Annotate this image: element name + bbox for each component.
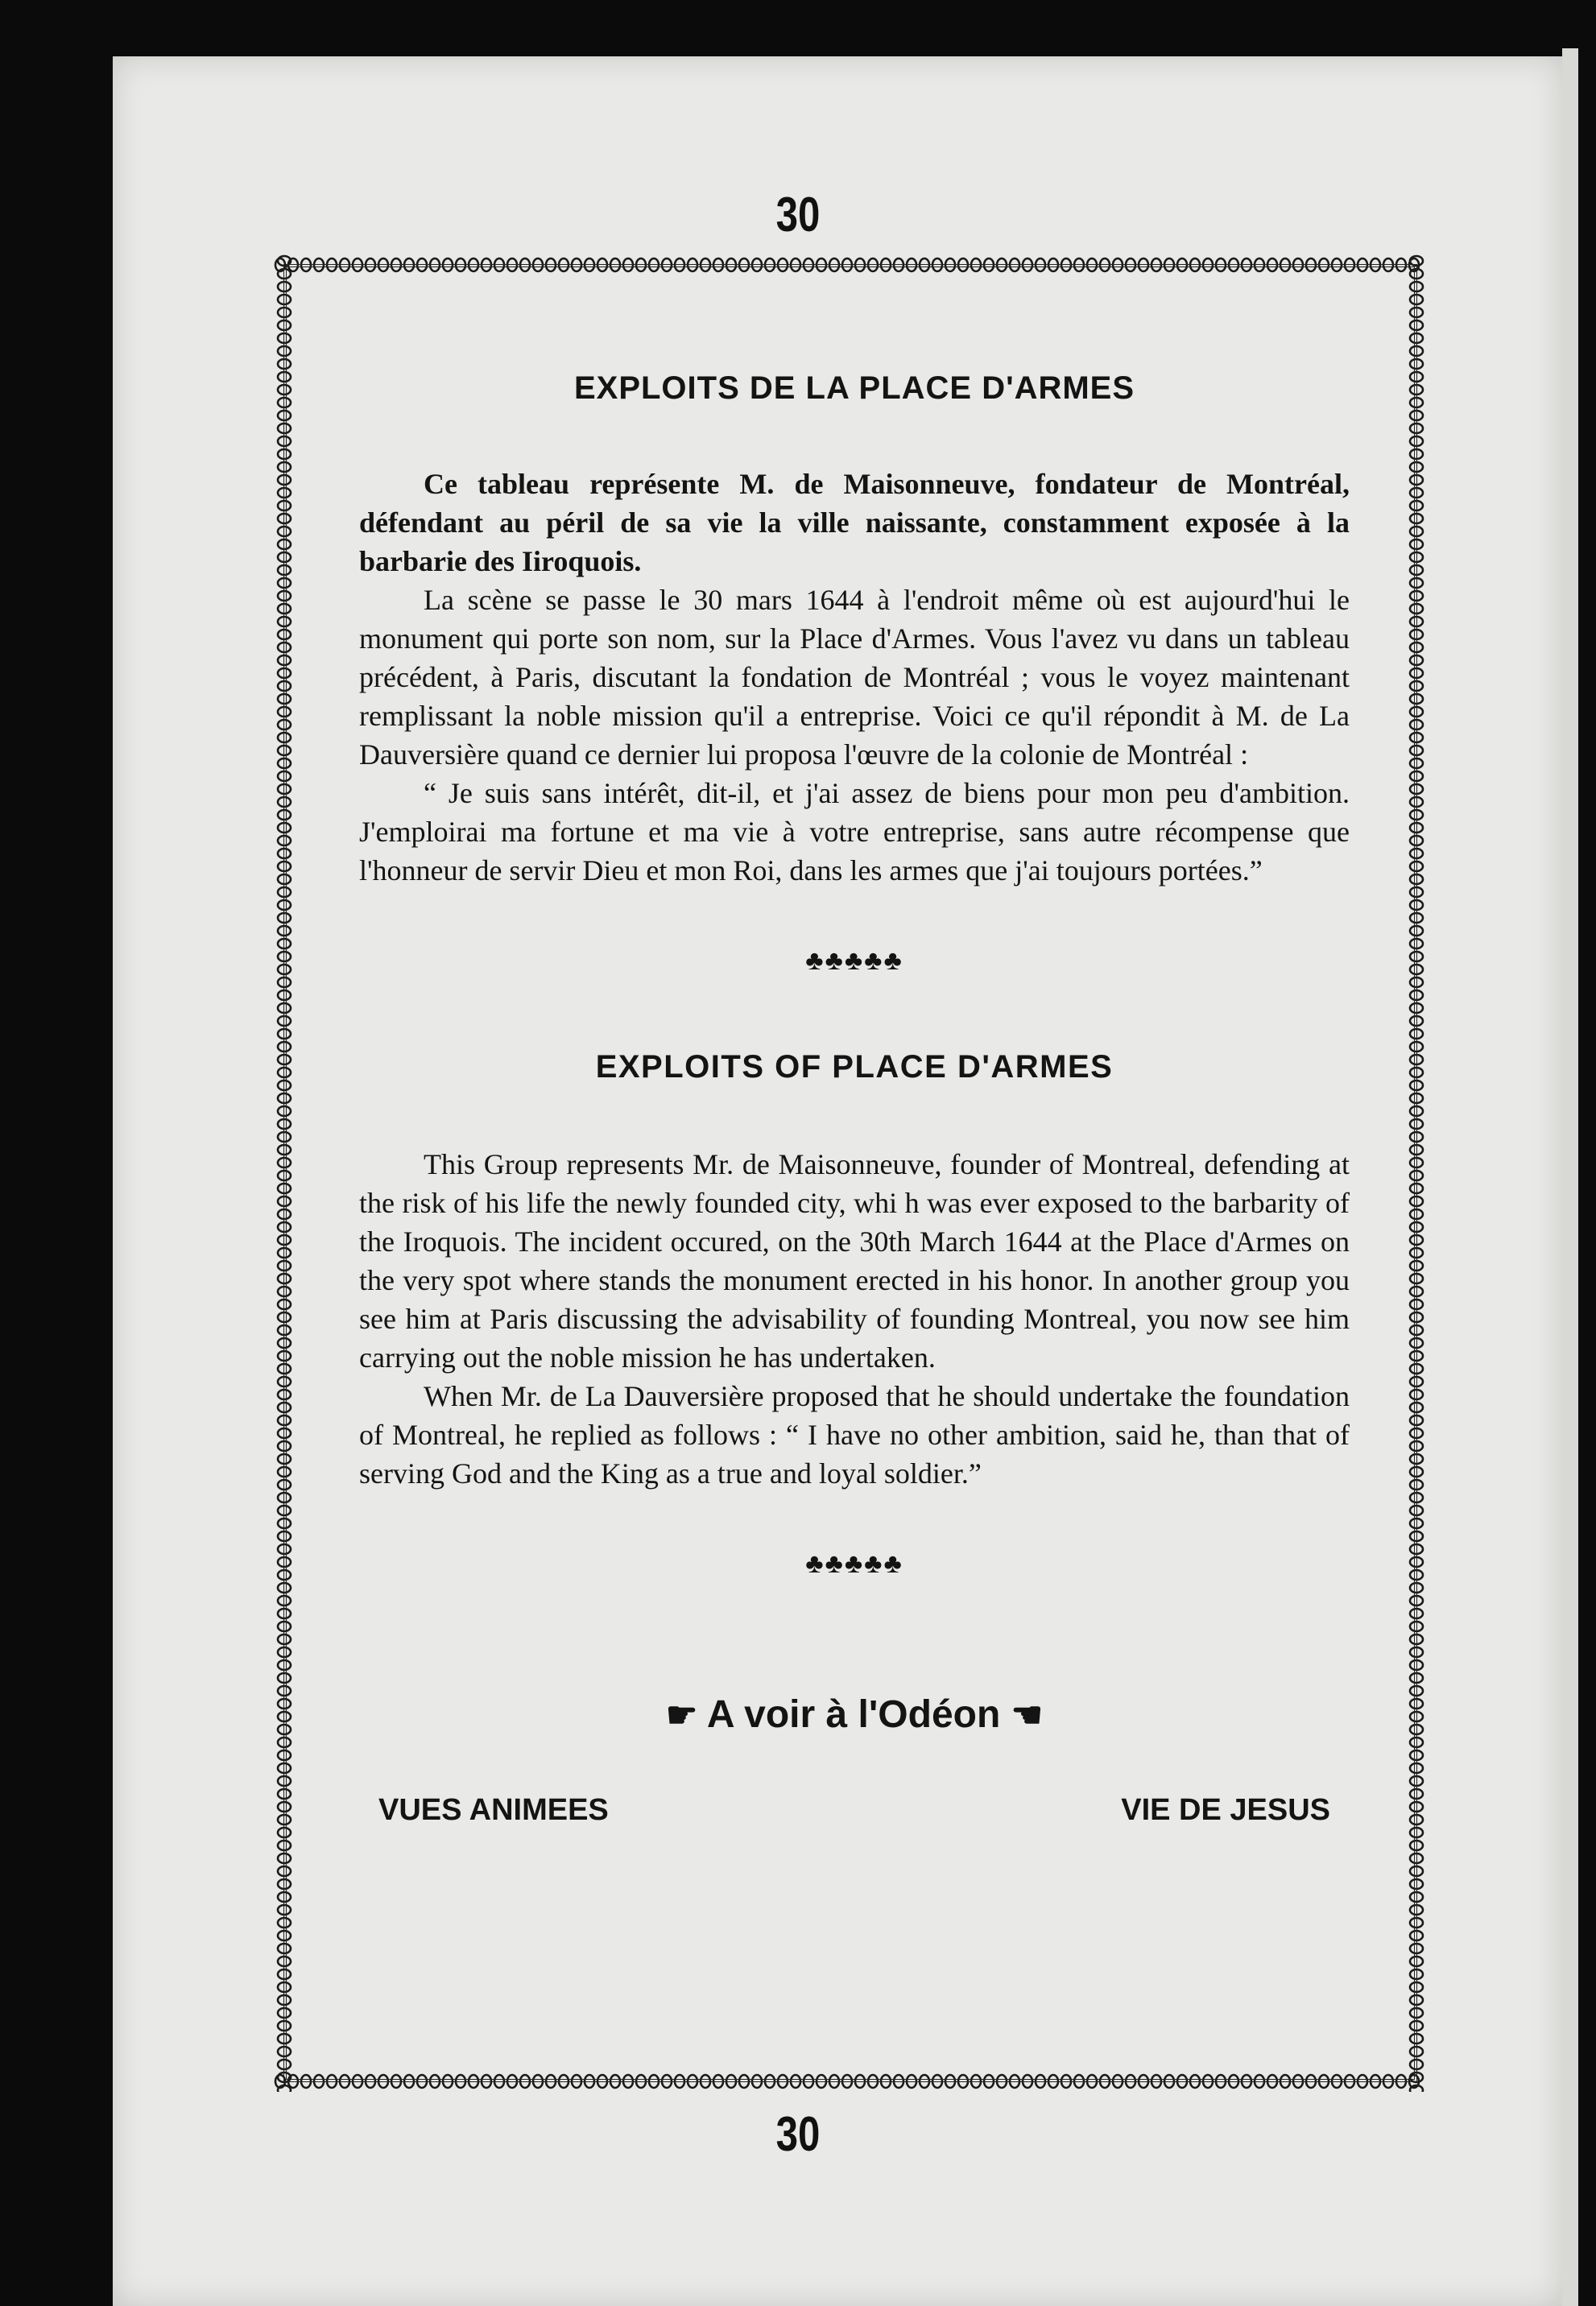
page-number-bottom: 30 <box>775 2107 821 2161</box>
english-heading: EXPLOITS OF PLACE D'ARMES <box>595 1049 1114 1085</box>
english-paragraph-1: This Group represents Mr. de Maisonneuve, founder of Montreal, defending at the risk of his life the newly founded city, whi h was ever exposed to the barbarity of the Iroquois. The incident occured, on the 30th March 1644 at the Place d'Armes on the very spot where stands the monument erected in his honor. In another group you see him at Paris discussing the advisability of founding Montreal, you now see him carrying out the noble mission he has undertaken. <box>359 1148 1350 1374</box>
advert-left: VUES ANIMEES <box>378 1793 609 1827</box>
advert-line <box>359 1692 1350 1737</box>
page-edge <box>1562 48 1578 2306</box>
french-paragraph-3: “ Je suis sans intérêt, dit-il, et j'ai assez de biens pour mon peu d'ambition. J'emploirai ma fortune et ma vie à votre entreprise, sans autre récompense que l'honneur de servir Dieu et mon Roi, dans les armes que j'ai toujours portées.” <box>359 777 1350 886</box>
advert-text: A voir à l'Odéon <box>706 1693 1001 1736</box>
pointing-hand-right-icon: ☛ <box>665 1696 698 1735</box>
pointing-hand-left-icon: ☚ <box>1011 1696 1044 1735</box>
page-content <box>359 354 1350 1828</box>
french-paragraph-1: Ce tableau représente M. de Maisonneuve, fondateur de Montréal, défendant au péril de sa vie la ville naissante, constamment exposée à la barbarie des Iiroquois. <box>359 468 1350 577</box>
advert-row <box>359 1793 1350 1828</box>
french-heading: EXPLOITS DE LA PLACE D'ARMES <box>573 370 1135 406</box>
ornament-divider: ♣♣♣♣♣ <box>805 946 903 976</box>
advert-right: VIE DE JESUS <box>1121 1793 1330 1827</box>
english-paragraph-2: When Mr. de La Dauversière proposed that he should undertake the foundation of Montreal, he replied as follows : “ I have no other ambition, said he, than that of serving God and the King as a true and loyal soldier.” <box>359 1380 1350 1490</box>
ornament-divider-2: ♣♣♣♣♣ <box>805 1549 903 1579</box>
french-paragraph-2: La scène se passe le 30 mars 1644 à l'endroit même où est aujourd'hui le monument qui porte son nom, sur la Place d'Armes. Vous l'avez vu dans un tableau précédent, à Paris, discutant la fondation de Montréal ; vous le voyez maintenant remplissant la noble mission qu'il a entreprise. Voici ce qu'il répondit à M. de La Dauversière quand ce dernier lui proposa l'œuvre de la colonie de Montréal : <box>359 584 1350 771</box>
page-number-top: 30 <box>775 188 821 242</box>
